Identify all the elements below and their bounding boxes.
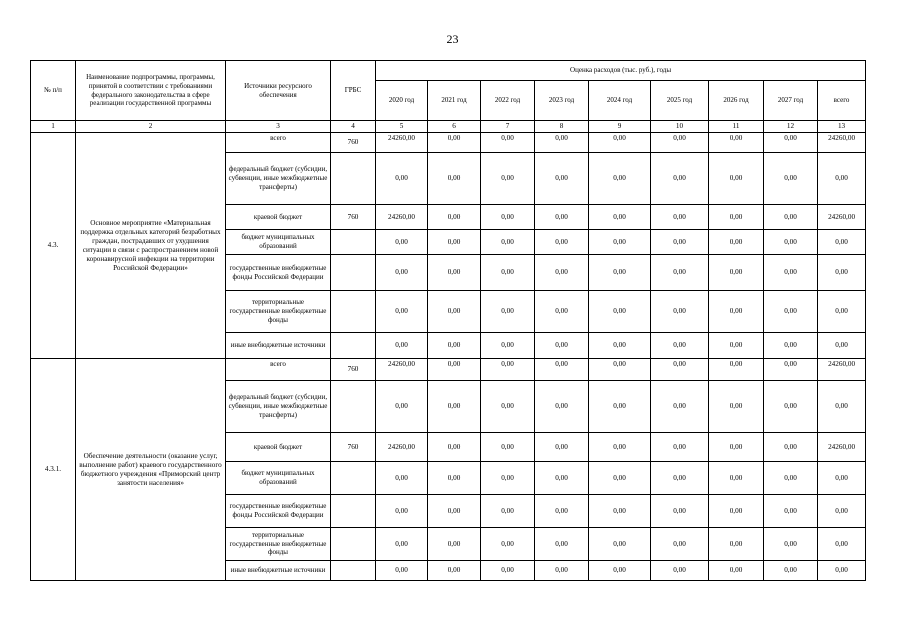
- expense-value: 0,00: [651, 255, 709, 291]
- expense-value: 0,00: [535, 462, 589, 495]
- column-number: 1: [31, 121, 76, 133]
- expense-value: 0,00: [651, 561, 709, 581]
- expense-value: 0,00: [428, 433, 481, 462]
- expense-value: 24260,00: [376, 433, 428, 462]
- expense-value: 0,00: [764, 205, 818, 230]
- column-number: 2: [76, 121, 226, 133]
- expense-value: 0,00: [709, 359, 764, 381]
- expense-value: 0,00: [376, 495, 428, 528]
- expense-value: 0,00: [535, 333, 589, 359]
- page-number: 23: [446, 32, 459, 46]
- expense-value: 0,00: [428, 333, 481, 359]
- grbs-code: 760: [331, 359, 376, 381]
- expense-value: 0,00: [481, 495, 535, 528]
- expense-value: 0,00: [535, 291, 589, 333]
- expense-value: 0,00: [535, 133, 589, 153]
- expense-value: 0,00: [589, 230, 651, 255]
- header-expenses: Оценка расходов (тыс. руб.), годы: [376, 61, 866, 81]
- budget-table: [30, 60, 866, 581]
- expense-value: 24260,00: [376, 133, 428, 153]
- expense-value: 0,00: [376, 333, 428, 359]
- expense-value: 0,00: [535, 495, 589, 528]
- expense-value: 0,00: [709, 462, 764, 495]
- grbs-code: [331, 381, 376, 433]
- expense-value: 0,00: [535, 561, 589, 581]
- expense-value: 0,00: [481, 528, 535, 561]
- expense-value: 24260,00: [818, 133, 866, 153]
- expense-value: 0,00: [376, 381, 428, 433]
- funding-source: государственные внебюджетные фонды Российской Федерации: [226, 255, 331, 291]
- header-year: 2022 год: [481, 81, 535, 121]
- expense-value: 0,00: [535, 153, 589, 205]
- expense-value: 0,00: [709, 205, 764, 230]
- expense-value: 0,00: [818, 561, 866, 581]
- header-grbs: ГРБС: [331, 61, 376, 121]
- expense-value: 0,00: [651, 495, 709, 528]
- funding-source: федеральный бюджет (субсидии, субвенции, иные межбюджетные трансферты): [226, 381, 331, 433]
- item-code: 4.3.1.: [31, 359, 76, 581]
- expense-value: 0,00: [535, 255, 589, 291]
- item-code: 4.3.: [31, 133, 76, 359]
- funding-source: федеральный бюджет (субсидии, субвенции, иные межбюджетные трансферты): [226, 153, 331, 205]
- expense-value: 0,00: [481, 255, 535, 291]
- grbs-code: 760: [331, 433, 376, 462]
- funding-source: всего: [226, 133, 331, 153]
- expense-value: 0,00: [376, 462, 428, 495]
- expense-value: 0,00: [651, 462, 709, 495]
- expense-value: 0,00: [764, 528, 818, 561]
- funding-source: краевой бюджет: [226, 433, 331, 462]
- expense-value: 0,00: [428, 462, 481, 495]
- expense-value: 0,00: [535, 381, 589, 433]
- header-num: № п/п: [31, 61, 76, 121]
- expense-value: 0,00: [589, 333, 651, 359]
- expense-value: 0,00: [589, 433, 651, 462]
- expense-value: 0,00: [589, 255, 651, 291]
- expense-value: 0,00: [651, 433, 709, 462]
- expense-value: 0,00: [481, 205, 535, 230]
- expense-value: 0,00: [818, 462, 866, 495]
- expense-value: 0,00: [481, 291, 535, 333]
- header-year: 2026 год: [709, 81, 764, 121]
- header-year: 2027 год: [764, 81, 818, 121]
- column-number: 10: [651, 121, 709, 133]
- header-year: 2025 год: [651, 81, 709, 121]
- expense-value: 0,00: [764, 291, 818, 333]
- expense-value: 0,00: [589, 359, 651, 381]
- expense-value: 0,00: [481, 333, 535, 359]
- header-year: 2020 год: [376, 81, 428, 121]
- expense-value: 24260,00: [376, 205, 428, 230]
- expense-value: 0,00: [481, 230, 535, 255]
- expense-value: 0,00: [376, 230, 428, 255]
- expense-value: 0,00: [709, 333, 764, 359]
- expense-value: 0,00: [589, 153, 651, 205]
- expense-value: 0,00: [764, 359, 818, 381]
- expense-value: 0,00: [709, 561, 764, 581]
- expense-value: 0,00: [709, 528, 764, 561]
- header-sources: Источники ресурсного обеспечения: [226, 61, 331, 121]
- expense-value: 0,00: [709, 381, 764, 433]
- expense-value: 0,00: [428, 133, 481, 153]
- header-year: 2021 год: [428, 81, 481, 121]
- header-year: всего: [818, 81, 866, 121]
- expense-value: 0,00: [428, 255, 481, 291]
- expense-value: 0,00: [589, 381, 651, 433]
- expense-value: 0,00: [818, 255, 866, 291]
- header-year: 2023 год: [535, 81, 589, 121]
- expense-value: 0,00: [709, 495, 764, 528]
- expense-value: 0,00: [376, 561, 428, 581]
- expense-value: 0,00: [481, 433, 535, 462]
- expense-value: 0,00: [764, 230, 818, 255]
- expense-value: 0,00: [428, 291, 481, 333]
- column-number: 3: [226, 121, 331, 133]
- expense-value: 0,00: [428, 153, 481, 205]
- expense-value: 0,00: [651, 381, 709, 433]
- expense-value: 0,00: [818, 230, 866, 255]
- expense-value: 0,00: [818, 333, 866, 359]
- expense-value: 0,00: [481, 381, 535, 433]
- item-name: Основное мероприятие «Материальная поддержка отдельных категорий безработных граждан, пострадавших от ухудшения ситуации в связи с распространением новой коронавирусной инфекции на территории Российской Федерации»: [76, 133, 226, 359]
- expense-value: 24260,00: [818, 433, 866, 462]
- header-year: 2024 год: [589, 81, 651, 121]
- funding-source: иные внебюджетные источники: [226, 333, 331, 359]
- expense-value: 0,00: [535, 359, 589, 381]
- funding-source: территориальные государственные внебюджетные фонды: [226, 528, 331, 561]
- expense-value: 0,00: [535, 528, 589, 561]
- expense-value: 0,00: [589, 495, 651, 528]
- expense-value: 0,00: [651, 291, 709, 333]
- expense-value: 0,00: [651, 205, 709, 230]
- column-number: 12: [764, 121, 818, 133]
- expense-value: 0,00: [428, 230, 481, 255]
- expense-value: 0,00: [589, 291, 651, 333]
- expense-value: 0,00: [651, 153, 709, 205]
- item-name: Обеспечение деятельности (оказание услуг, выполнение работ) краевого государственного бюджетного учреждения «Приморский центр занятости населения»: [76, 359, 226, 581]
- table-row: [31, 133, 866, 153]
- expense-value: 0,00: [764, 381, 818, 433]
- expense-value: 0,00: [709, 433, 764, 462]
- expense-value: 0,00: [376, 255, 428, 291]
- expense-value: 0,00: [589, 205, 651, 230]
- expense-value: 24260,00: [376, 359, 428, 381]
- funding-source: всего: [226, 359, 331, 381]
- expense-value: 0,00: [589, 561, 651, 581]
- expense-value: 0,00: [709, 255, 764, 291]
- expense-value: 24260,00: [818, 205, 866, 230]
- expense-value: 0,00: [376, 291, 428, 333]
- expense-value: 0,00: [589, 528, 651, 561]
- expense-value: 0,00: [535, 433, 589, 462]
- funding-source: краевой бюджет: [226, 205, 331, 230]
- expense-value: 0,00: [709, 291, 764, 333]
- expense-value: 0,00: [709, 133, 764, 153]
- expense-value: 0,00: [481, 133, 535, 153]
- expense-value: 0,00: [651, 359, 709, 381]
- column-number: 4: [331, 121, 376, 133]
- grbs-code: [331, 528, 376, 561]
- grbs-code: [331, 153, 376, 205]
- expense-value: 0,00: [481, 462, 535, 495]
- expense-value: 0,00: [481, 359, 535, 381]
- expense-value: 0,00: [651, 333, 709, 359]
- expense-value: 0,00: [428, 205, 481, 230]
- expense-value: 0,00: [764, 153, 818, 205]
- expense-value: 0,00: [481, 561, 535, 581]
- expense-value: 0,00: [428, 561, 481, 581]
- column-number: 9: [589, 121, 651, 133]
- column-number: 8: [535, 121, 589, 133]
- expense-value: 0,00: [589, 133, 651, 153]
- grbs-code: [331, 230, 376, 255]
- expense-value: 0,00: [764, 495, 818, 528]
- expense-value: 0,00: [818, 153, 866, 205]
- expense-value: 0,00: [651, 528, 709, 561]
- grbs-code: [331, 291, 376, 333]
- expense-value: 0,00: [535, 230, 589, 255]
- expense-value: 0,00: [428, 381, 481, 433]
- expense-value: 0,00: [428, 528, 481, 561]
- grbs-code: [331, 333, 376, 359]
- expense-value: 0,00: [818, 291, 866, 333]
- column-number: 13: [818, 121, 866, 133]
- expense-value: 0,00: [764, 255, 818, 291]
- table-row: [31, 359, 866, 381]
- expense-value: 0,00: [764, 133, 818, 153]
- expense-value: 0,00: [481, 153, 535, 205]
- grbs-code: [331, 255, 376, 291]
- expense-value: 0,00: [764, 561, 818, 581]
- expense-value: 0,00: [764, 462, 818, 495]
- expense-value: 0,00: [709, 230, 764, 255]
- column-number: 5: [376, 121, 428, 133]
- expense-value: 0,00: [376, 528, 428, 561]
- expense-value: 0,00: [651, 230, 709, 255]
- grbs-code: [331, 462, 376, 495]
- expense-value: 0,00: [589, 462, 651, 495]
- expense-value: 0,00: [376, 153, 428, 205]
- expense-value: 0,00: [818, 528, 866, 561]
- expense-value: 0,00: [764, 333, 818, 359]
- expense-value: 0,00: [428, 359, 481, 381]
- column-number: 7: [481, 121, 535, 133]
- expense-value: 0,00: [764, 433, 818, 462]
- funding-source: государственные внебюджетные фонды Российской Федерации: [226, 495, 331, 528]
- header-name: Наименование подпрограммы, программы, принятой в соответствии с требованиями федерального законодательства в сфере реализации государственной программы: [76, 61, 226, 121]
- expense-value: 0,00: [818, 381, 866, 433]
- grbs-code: [331, 561, 376, 581]
- funding-source: территориальные государственные внебюджетные фонды: [226, 291, 331, 333]
- grbs-code: 760: [331, 133, 376, 153]
- grbs-code: 760: [331, 205, 376, 230]
- expense-value: 0,00: [651, 133, 709, 153]
- expense-value: 0,00: [818, 495, 866, 528]
- expense-value: 0,00: [709, 153, 764, 205]
- expense-value: 0,00: [428, 495, 481, 528]
- grbs-code: [331, 495, 376, 528]
- funding-source: бюджет муниципальных образований: [226, 462, 331, 495]
- funding-source: иные внебюджетные источники: [226, 561, 331, 581]
- column-number: 6: [428, 121, 481, 133]
- funding-source: бюджет муниципальных образований: [226, 230, 331, 255]
- column-number: 11: [709, 121, 764, 133]
- expense-value: 0,00: [535, 205, 589, 230]
- expense-value: 24260,00: [818, 359, 866, 381]
